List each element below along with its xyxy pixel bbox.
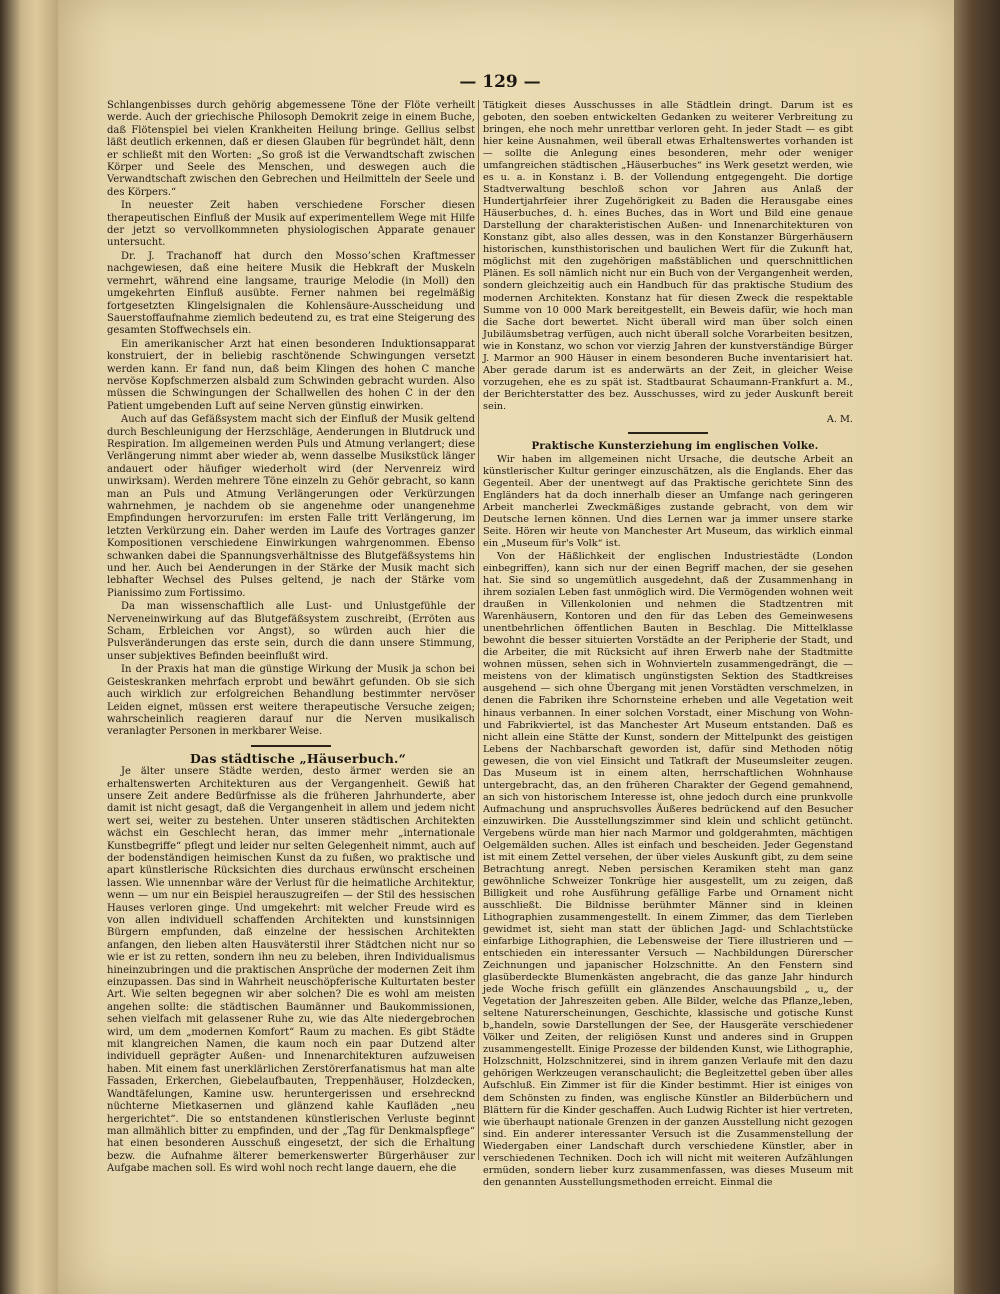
section-heading-haeuserbuch: Das städtische „Häuserbuch.“ [190,750,406,766]
kunsterziehung-paragraph-2: Von der Häßlichkeit der englischen Industriestädte (London einbegriffen), kann sich nur der einen Begriff machen, der sie gesehen hat. Sie sind so ungemütlich ausgedehnt, daß der Zusammenhang in ihrem sozialen Leben fast unmöglich wird. Die Vermögenden wohnen weit draußen in Villenkolonien und nehmen die Stadtzentren mit Warenhäusern, Kontoren und den für das Leben des Gemeinwesens unentbehrlichen öffentlichen Bauten in Beschlag. Die Mittelklasse bewohnt die besser situierten Vorstädte an der Peripherie der Stadt, und die Arbeiter, die mit Rücksicht auf ihren Erwerb nahe der Stadtmitte wohnen müssen, sehen sich in Wohnvierteln zusammengedrängt, die — meistens von der klimatisch ungünstigsten Sektion des Stadtkreises ausgehend — sich ohne Übergang mit jenen Vorstädten verschmelzen, in denen die Fabriken ihre Schornsteine erheben und alle Vegetation weit hinaus verbannen. In einer solchen Vorstadt, einer Mischung von Wohn- und Fabrikviertel, ist das Manchester Art Museum entstanden. Daß es nicht allein eine Stätte der Kunst, sondern der Mittelpunkt des geistigen Lebens der Nachbarschaft geworden ist, dafür sind Methoden nötig gewesen, die von viel Einsicht und Tatkraft der Museumsleiter zeugen. Das Museum ist in einem alten, herrschaftlichen Wohnhause untergebracht, das, an den früheren Charakter der Gegend gemahnend, an sich von historischem Interesse ist, ohne jedoch durch eine prunkvolle Aufmachung und anspruchsvolles Äußeres bedrückend auf den Besucher einzuwirken. Die Ausstellungszimmer sind klein und schlicht getüncht. Vergebens würde man hier nach Marmor und goldgerahmten, mächtigen Oelgemälden suchen. Alles ist einfach und bescheiden. Jeder Gegenstand ist mit einem Zettel versehen, der über vieles Auskunft gibt, zu dem seine Betrachtung anregt. Neben persischen Keramiken steht man ganz gewöhnliche Schweizer Tonkrüge hier ausgestellt, um zu zeigen, daß Billigkeit und rohe Ausführung gefällige Farbe und Ornament nicht ausschließt. Die Bildnisse berühmter Männer sind in kleinen Lithographien zusammengestellt. In einem Zimmer, das dem Tierleben gewidmet ist, sieht man statt der üblichen Jagd- und Schlachtstücke einfarbige Lithographien, die Lebensweise der Tiere illustrieren und — entschieden ein interessanter Versuch — Nachbildungen Dürerscher Zeichnungen und japanischer Holzschnitte. An den Fenstern sind glasüberdeckte Blumenkästen angebracht, die das ganze Jahr hindurch jede Woche frisch gefüllt ein glänzendes Anschauungsbild „ u„ der Vegetation der Jahreszeiten geben. Alle Bilder, welche das Pflanze„leben, seltene Naturerscheinungen, Geschichte, klassische und gotische Kunst b„handeln, sowie Darstellungen der See, der Hausgeräte verschiedener Völker und Zeiten, der religiösen Kunst und anderes sind in Gruppen zusammengestellt. Einige Prozesse der bildenden Kunst, wie Lithographie, Holzschnitt, Holzschnitzerei, sind in ihrem ganzen Verlaufe mit den dazu gehörigen Werkzeugen veranschaulicht; die Begleitzettel geben über alles Aufschluß. Ein Zimmer ist für die Kinder bestimmt. Hier ist einiges von dem Schönsten zu finden, was englische Künstler an Bilderbüchern und Blättern für die Kinder geschaffen. Auch Ludwig Richter ist hier vertreten, wie überhaupt nationale Grenzen in der ganzen Ausstellung nicht gezogen sind. Ein anderer interessanter Versuch ist die Zusammenstellung der Wiedergaben einer Landschaft durch verschiedene Künstler, aber in verschiedenen Techniken. Doch ich will nicht mit weiteren Aufzählungen ermüden, sondern lieber kurz zusammenfassen, was dieses Museum mit den genannten Ausstellungsmethoden erreicht. Einmal die [483,551,853,1188]
page-number: — 129 — [459,72,541,92]
author-signature: A. M. [826,413,853,425]
section-heading-kunsterziehung: Praktische Kunsterziehung im englischen Volke. [531,439,819,452]
left-paragraph-2: In neuester Zeit haben verschiedene Forscher diesen therapeutischen Einfluß der Musik auf experimentellem Wege mit Hilfe der jetzt so vervollkommneten physiologischen Apparate genauer untersucht. [107,200,475,249]
right-column [483,100,853,1195]
left-paragraph-4: Ein amerikanischer Arzt hat einen besonderen Induktionsapparat konstruiert, der in beliebig raschtönende Schwingungen versetzt werden kann. Er fand nun, daß beim Klingen des hohen C manche nervöse Kopfschmerzen alsbald zum Schwinden gebracht wurden. Also müssen die Schwingungen der Schallwellen des hohen C in der den Patient umgebenden Luft auf seine Nerven günstig einwirken. [107,338,475,412]
left-paragraph-7: In der Praxis hat man die günstige Wirkung der Musik ja schon bei Geisteskranken mehrfach erprobt und bewährt gefunden. Ob sie sich auch wirklich zur erfolgreichen Behandlung bestimmter nervöser Leiden eignet, müssen erst weitere therapeutische Versuche zeigen; wahrscheinlich reagieren darauf nur die Nerven musikalisch veranlagter Personen in merkbarer Weise. [107,664,475,738]
left-paragraph-5: Auch auf das Gefäßsystem macht sich der Einfluß der Musik geltend durch Beschleunigung der Herzschläge, Aenderungen in Blutdruck und Respiration. Im allgemeinen werden Puls und Atmung verlangert; diese Verlängerung nimmt aber wieder ab, wenn dasselbe Musikstück länger andauert oder häufiger wiederholt wird (der Nervenreiz wird unwirksam). Werden mehrere Töne einzeln zu Gehör gebracht, so kann man an Puls und Atmung Verlängerungen oder Verkürzungen wahrnehmen, je nachdem ob sie angenehme oder unangenehme Empfindungen hervorzurufen: im ersten Falle tritt Verlängerung, im letzten Verkürzung ein. Daher werden im Laufe des Vortrages ganzer Kompositionen verschiedene Einwirkungen wahrgenommen. Ebenso schwanken dabei die Spannungsverhältnisse des Blutgefäßsystems hin und her. Auch bei Aenderungen in der Stärke der Musik macht sich lebhafter Wechsel des Pulses geltend, je nach der Stärke vom Pianissimo zum Fortissimo. [107,414,475,599]
kunsterziehung-paragraph-1: Wir haben im allgemeinen nicht Ursache, die deutsche Arbeit an künstlerischer Kultur geringer einzuschätzen, als die Englands. Eher das Gegenteil. Aber der unentwegt auf das Praktische gerichtete Sinn des Engländers hat da doch innerhalb dieser an Umfange nach geringeren Arbeit mancherlei Zweckmäßiges zustande gebracht, von dem wir Deutsche lernen können. Und dies Lernen war ja immer unsere starke Seite. Hören wir heute von Manchester Art Museum, das wirklich einmal ein „Museum für's Volk“ ist. [483,453,853,550]
right-paragraph-1: Tätigkeit dieses Ausschusses in alle Städtlein dringt. Darum ist es geboten, den soeben entwickelten Gedanken zu weiterer Verbreitung zu bringen, ehe noch mehr unrettbar verloren geht. In jeder Stadt — es gibt hier keine Ausnahmen, weil überall etwas Erhaltenswertes vorhanden ist — sollte die Anlegung eines besonderen, mehr oder weniger umfangreichen städtischen „Häuserbuches“ ins Werk gesetzt werden, wie es u. a. in Konstanz i. B. der Vollendung entgegengeht. Die dortige Stadtverwaltung beschloß schon vor Jahren aus Anlaß der Hundertjahrfeier ihrer Zugehörigkeit zu Baden die Herausgabe eines Häuserbuches, d. h. eines Buches, das in Wort und Bild eine genaue Darstellung der charakteristischen Außen- und Innenarchitekturen von Konstanz gibt, also alles dessen, was in den Konstanzer Bürgerhäusern historischen, kunsthistorischen und baulichen Wert für die Zukunft hat, möglichst mit den zugehörigen maßstäblichen und querschnittlichen Plänen. Es soll nämlich nicht nur ein Buch von der Vergangenheit werden, sondern gleichzeitig auch ein Handbuch für das praktische Studium des modernen Architekten. Konstanz hat für diesen Zweck die respektable Summe von 10 000 Mark bereitgestellt, ein Beweis dafür, wie hoch man die Sache dort bewertet. Nicht überall wird man über solch einen Jubiläumsbetrag verfügen, auch nicht überall solche Vorarbeiten besitzen, wie in Konstanz, wo schon vor vierzig Jahren der kunstverständige Bürger J. Marmor an 900 Häuser in einem besonderen Buche inventarisiert hat. Aber gerade darum ist es anderwärts an der Zeit, in gleicher Weise vorzugehen, ehe es zu spät ist. Stadtbaurat Schaumann-Frankfurt a. M., der Berichterstatter des bez. Ausschusses, wird zu jeder Auskunft bereit sein. [483,100,853,412]
left-paragraph-6: Da man wissenschaftlich alle Lust- und Unlustgefühle der Nerveneinwirkung auf das Blutgefäßsystem zuschreibt, (Erröten aus Scham, Erbleichen vor Angst), so würden auch hier die Pulsveränderungen das erste sein, durch die dann unsere Stimmung, unser subjektives Befinden beeinflußt wird. [107,601,475,662]
left-paragraph-3: Dr. J. Trachanoff hat durch den Mosso’schen Kraftmesser nachgewiesen, daß eine heitere Musik die Hebkraft der Muskeln vermehrt, während eine langsame, traurige Melodie (in Moll) den umgekehrten Einfluß ausübte. Ferner nahmen bei regelmäßig fortgesetzten Klingelsignalen die Kohlensäure-Ausscheidung und Sauerstoffaufnahme ziemlich bedeutend zu, es trat eine Steigerung des gesamten Stoffwechsels ein. [107,250,475,337]
section-divider [628,432,708,434]
left-paragraph-1: Schlangenbisses durch gehörig abgemessene Töne der Flöte verheilt werde. Auch der griechische Philosoph Demokrit zeige in einem Buche, daß Flötenspiel bei vielen Krankheiten Heilung bringe. Gellius selbst läßt deutlich erkennen, daß er diesen Glauben für begründet hält, denn er schließt mit den Worten: „So groß ist die Verwandtschaft zwischen Körper und Seele des Menschen, und deswegen auch die Verwandtschaft zwischen den Gebrechen und Heilmitteln der Seele und des Körpers.“ [107,100,475,198]
section-divider [251,745,331,747]
left-column [107,100,475,1190]
column-rule [478,100,479,1160]
haeuserbuch-paragraph-1: Je älter unsere Städte werden, desto ärmer werden sie an erhaltenswerten Architekturen aus der Vergangenheit. Gewiß hat unsere Zeit andere Bedürfnisse als die früheren Jahrhunderte, aber damit ist nicht gesagt, daß die Vergangenheit in allem und jedem nicht wert sei, weiter zu bestehen. Unter unseren städtischen Architekten wächst ein Geschlecht heran, das immer mehr „internationale Kunstbegriffe“ pflegt und leider nur selten Gelegenheit nimmt, auch auf der bodenständigen heimischen Kunst da zu fußen, wo praktische und apart künstlerische Rücksichten dies durchaus erwünscht erscheinen lassen. Wie unnennbar wäre der Verlust für die heimatliche Architektur, wenn — um nur ein Beispiel herauszugreifen — der Stil des hessischen Hauses verloren ginge. Und umgekehrt: mit welcher Freude wird es von allen individuell schaffenden Architekten und kunstsinnigen Bürgern empfunden, daß einzelne der hessischen Architekten anfangen, den lieben alten Hausväterstil ihrer Städtchen nicht nur so wie er ist zu retten, sondern ihn neu zu beleben, ihren Individualismus hineinzubringen und die praktischen Ansprüche der modernen Zeit ihm einzupassen. Das sind in Wahrheit neuschöpferische Kulturtaten bester Art. Wie selten begegnen wir aber solchen? Die es wohl am meisten angehen sollte: die städtischen Baumänner und Baukommissionen, sehen vielfach mit gelassener Ruhe zu, wie das Alte niedergebrochen wird, um dem „modernen Komfort“ Raum zu machen. Es gibt Städte mit klangreichen Namen, die kaum noch ein paar Dutzend alter individuell geprägter Außen- und Innenarchitekturen aufzuweisen haben. Mit einem fast unerklärlichen Zerstörerfanatismus hat man alte Fassaden, Erkerchen, Giebelaufbauten, Treppenhäuser, Holzdecken, Wandtäfelungen, Kamine usw. heruntergerissen und ersehrecknd nüchterne Mietkasernen und glänzend kahle Kaufläden „neu hergerichtet“. Die so entstandenen künstlerischen Verluste beginnt man allmählich bitter zu empfinden, und der „Tag für Denkmalspflege“ hat einen besonderen Ausschuß eingesetzt, der sich die Erhaltung bezw. die Aufnahme älterer bemerkenswerter Bürgerhäuser zur Aufgabe machen soll. Es wird wohl noch recht lange dauern, ehe die [107,766,475,1175]
book-edge [954,0,1000,1294]
book-binding [0,0,60,1294]
